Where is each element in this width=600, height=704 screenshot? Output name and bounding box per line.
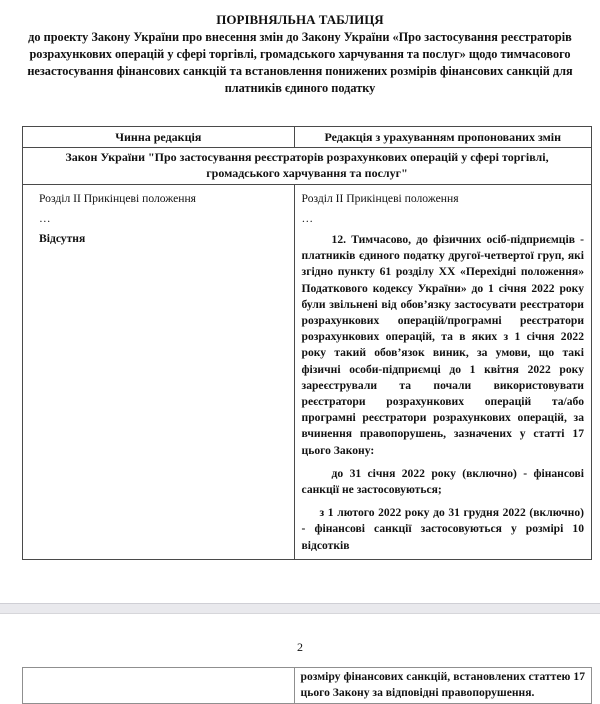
continuation-left-cell-empty [23, 668, 295, 703]
proposed-paragraph-12: 12. Тимчасово, до фізичних осіб-підприємців - платників єдиного податку другої-четвертої груп, які згідно пункту 61 розділу ХХ «Перехідні положення» Податкового кодексу України» до 1 січня 2022 року були звільнені від обов’язку застосувати реєстратори розрахункових операцій/програмні реєстратори розрахункових операцій, та в яких з 1 січня 2022 року такий обов’язок виник, за умови, що такі фізичні особи-підприємці до 1 квітня 2022 року зареєстрували та почали використовувати реєстратори розрахункових операцій та/або програмні реєстратори розрахункових операцій, за вчинення правопорушень, зазначених у статті 17 цього Закону: [301, 233, 584, 457]
proposed-section-heading: Розділ ІІ Прикінцеві положення [301, 192, 459, 205]
proposed-subparagraph-january: до 31 січня 2022 року (включно) - фінансові санкції не застосовуються; [301, 466, 584, 497]
proposed-subparagraph-february: з 1 лютого 2022 року до 31 грудня 2022 (включно) - фінансові санкції застосовуються у розмірі 10 відсотків [301, 506, 584, 552]
table-content-row [23, 184, 591, 559]
current-version-cell [23, 185, 295, 559]
document-subtitle: до проекту Закону України про внесення змін до Закону України «Про застосування реєстраторів розрахункових операцій у сфері торгівлі, громадського харчування та послуг» щодо тимчасового незастосування фінансових санкцій та встановлення понижених розмірів фінансових санкцій для платників єдиного податку [27, 30, 573, 95]
proposed-ellipsis: … [301, 212, 314, 225]
proposed-version-cell [295, 185, 591, 559]
law-title-row: Закон України "Про застосування реєстраторів розрахункових операцій у сфері торгівлі, громадського харчування та послуг" [23, 147, 591, 184]
column-header-proposed-version: Редакція з урахуванням пропонованих змін [324, 130, 562, 144]
page-break-separator [0, 603, 600, 614]
table-header-row [23, 127, 591, 147]
continuation-right-cell: розміру фінансових санкцій, встановлених статтею 17 цього Закону за відповідні правопорушення. [300, 669, 585, 700]
page-two [0, 640, 600, 704]
continuation-table [22, 667, 592, 704]
document-title: ПОРІВНЯЛЬНА ТАБЛИЦЯ [216, 12, 384, 27]
comparison-table [22, 126, 592, 560]
current-section-heading: Розділ ІІ Прикінцеві положення [39, 192, 197, 205]
current-ellipsis: … [39, 212, 51, 225]
column-header-current-version: Чинна редакція [23, 127, 295, 147]
page-number: 2 [297, 639, 303, 654]
current-absent-label: Відсутня [39, 232, 86, 245]
document-header [0, 0, 600, 97]
